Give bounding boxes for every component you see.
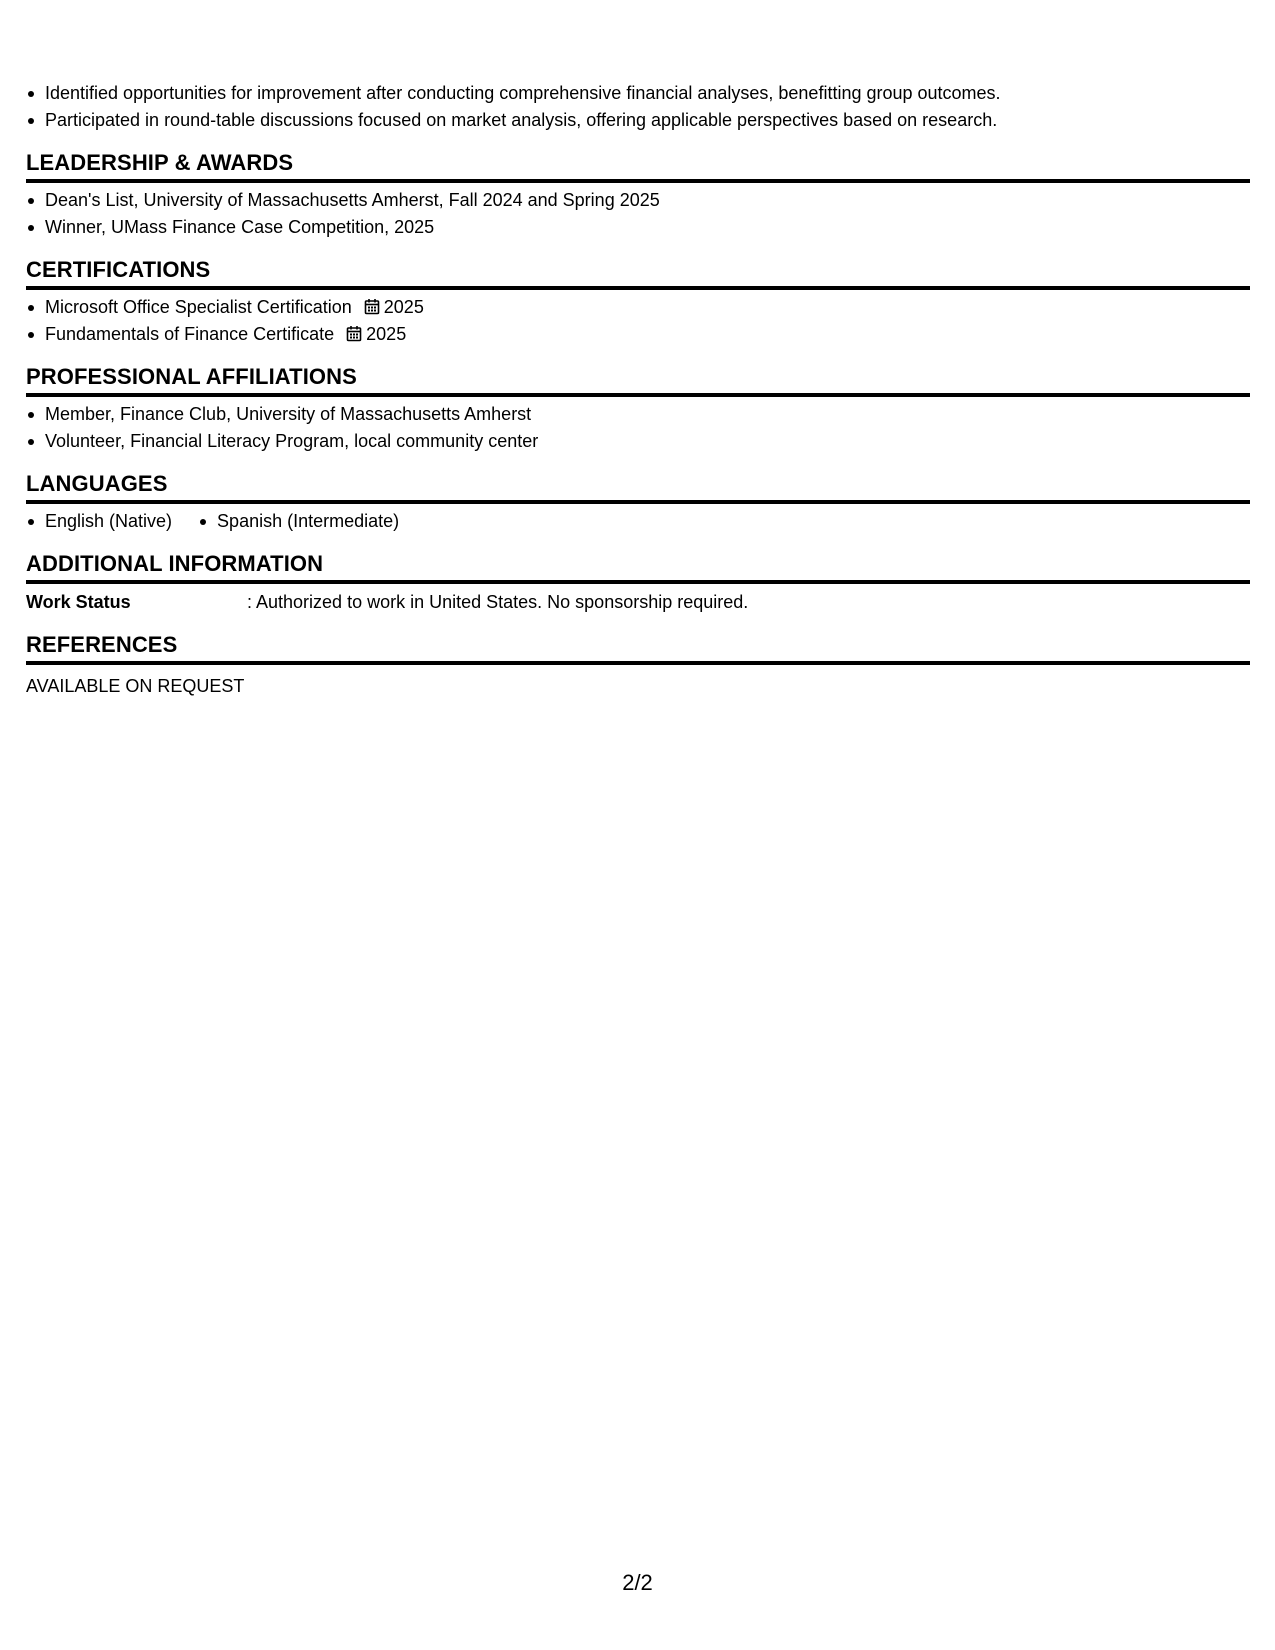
leadership-item: Winner, UMass Finance Case Competition, 2025 <box>26 214 1250 241</box>
section-title-certifications: CERTIFICATIONS <box>26 257 1250 290</box>
language-item: Spanish (Intermediate) <box>198 508 399 535</box>
additional-info-section <box>26 551 1250 616</box>
resume-page <box>26 0 1250 700</box>
references-text: AVAILABLE ON REQUEST <box>26 676 245 696</box>
language-item: English (Native) <box>26 508 172 535</box>
certification-year: 2025 <box>366 324 407 344</box>
calendar-icon <box>346 325 362 342</box>
calendar-icon <box>364 298 380 315</box>
section-title-leadership: LEADERSHIP & AWARDS <box>26 150 1250 183</box>
certification-item <box>26 294 1250 321</box>
leadership-section <box>26 150 1250 241</box>
leadership-list <box>26 187 1250 241</box>
work-status-row <box>26 589 1250 616</box>
affiliation-item: Member, Finance Club, University of Massachusetts Amherst <box>26 401 1250 428</box>
languages-section <box>26 471 1250 535</box>
certification-name: Fundamentals of Finance Certificate <box>45 324 335 344</box>
affiliations-section <box>26 364 1250 455</box>
certification-name: Microsoft Office Specialist Certification <box>45 297 352 317</box>
section-title-references: REFERENCES <box>26 632 1250 665</box>
affiliations-list <box>26 401 1250 455</box>
experience-bullet: Identified opportunities for improvement after conducting comprehensive financial analyses, benefitting group outcomes. <box>26 80 1250 107</box>
experience-bullet: Participated in round-table discussions focused on market analysis, offering applicable perspectives based on research. <box>26 107 1250 134</box>
affiliation-item: Volunteer, Financial Literacy Program, local community center <box>26 428 1250 455</box>
section-title-additional: ADDITIONAL INFORMATION <box>26 551 1250 584</box>
languages-list <box>26 508 1250 535</box>
leadership-item: Dean's List, University of Massachusetts Amherst, Fall 2024 and Spring 2025 <box>26 187 1250 214</box>
page-number: 2/2 <box>622 1570 653 1595</box>
section-title-languages: LANGUAGES <box>26 471 1250 504</box>
work-status-label: Work Status <box>26 592 131 612</box>
work-status-value: : Authorized to work in United States. No sponsorship required. <box>247 592 749 612</box>
certification-item <box>26 321 1250 348</box>
certifications-section <box>26 257 1250 348</box>
certification-year: 2025 <box>383 297 424 317</box>
section-title-affiliations: PROFESSIONAL AFFILIATIONS <box>26 364 1250 397</box>
experience-bullet-list <box>26 80 1250 134</box>
references-section <box>26 632 1250 700</box>
certifications-list <box>26 294 1250 348</box>
